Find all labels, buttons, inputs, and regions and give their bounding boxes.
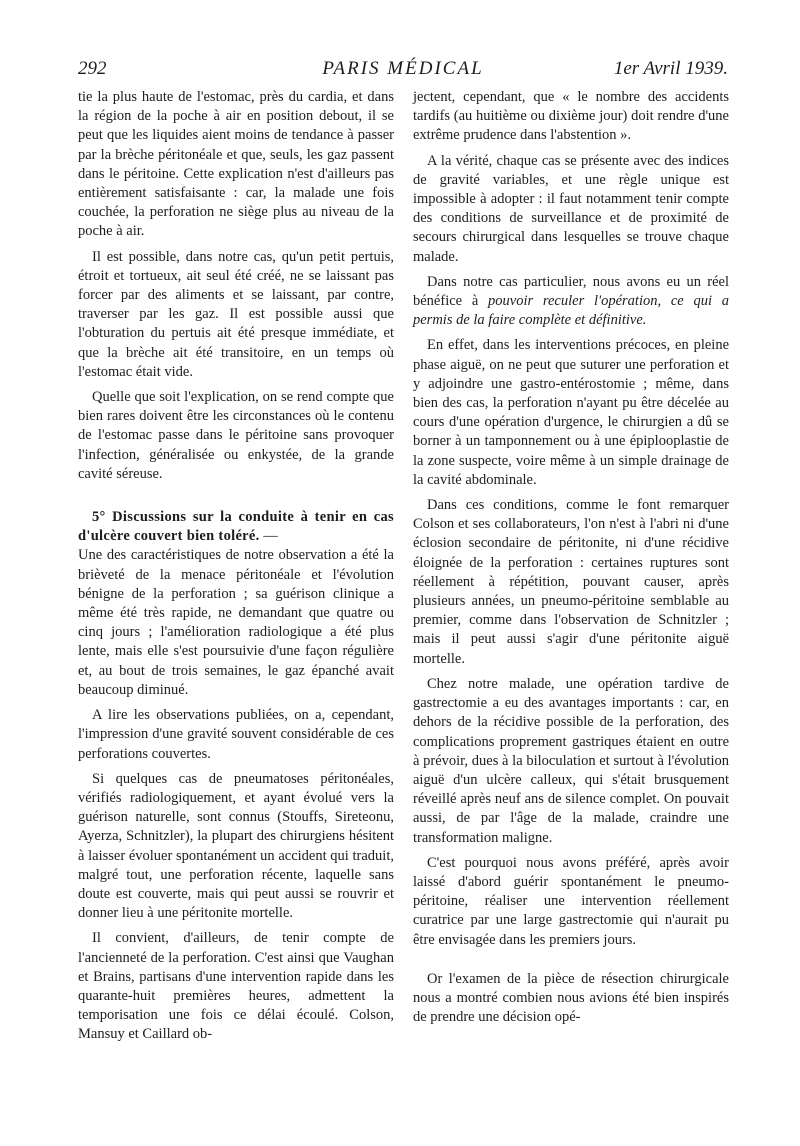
paragraph: tie la plus haute de l'estomac, près du cardia, et dans la région de la poche à air en position debout, il se peut que les liquides aient moins de tendance à passer par la brèche péritonéale et que, seuls, les gaz passent dans le péritoine. Cette explication n'est d'ailleurs pas entièrement satisfaisante : car, la malade une fois couchée, la perforation ne siège plus au niveau de la poche à air. [78, 89, 394, 240]
paragraph: Quelle que soit l'explication, on se rend compte que bien rares doivent être les circonstances où le contenu de l'estomac passe dans le péritoine sans provoquer l'infection, généralisée ou enkystée, de la grande cavité séreuse. [78, 389, 394, 482]
page-number: 292 [78, 58, 107, 79]
issue-date: 1er Avril 1939. [613, 58, 728, 79]
paragraph-text: Dans notre cas particulier, nous avons eu un réel bénéfice à [413, 273, 729, 310]
page-header [78, 58, 728, 88]
paragraph: Une des caractéristiques de notre observation a été la brièveté de la menace péritonéale et l'évolution bénigne de la perforation ; sa guérison clinique a même été très rapide, ne demandant que quatre ou cinq jours ; l'amélioration radiologique a été plus lente, mais elle s'est poursuivie d'une façon régulière et, au bout de trois semaines, le gaz épanché avait beaucoup diminué. [78, 547, 394, 698]
paragraph: jectent, cependant, que « le nombre des accidents tardifs (au huitième ou dixième jour) doit rendre d'une extrême prudence dans l'abstention ». [413, 89, 729, 144]
paragraph: Or l'examen de la pièce de résection chirurgicale nous a montré combien nous avions été bien inspirés de prendre une décision opé- [413, 970, 729, 1026]
section-heading-dash: — [259, 528, 278, 545]
paragraph: Il convient, d'ailleurs, de tenir compte de l'ancienneté de la perforation. C'est ainsi que Vaughan et Brains, partisans d'une intervention rapide dans les quarante-huit premières heures, admettent la temporisation une fois ce délai écoulé. Colson, Mansuy et Caillard ob- [78, 930, 394, 1043]
right-column [413, 88, 729, 1027]
paragraph [413, 273, 729, 331]
paragraph: Il est possible, dans notre cas, qu'un petit pertuis, étroit et tortueux, ait seul été créé, ne se laissant pas forcer par des aliments et se laissant, par contre, traverser par les gaz. Il est possible aussi que l'obturation du pertuis ait été presque immédiate, et que la brèche ait été transitoire, en un temps où l'estomac était vide. [78, 248, 394, 380]
section-heading-text: 5° Discussions sur la conduite à tenir en cas d'ulcère couvert bien toléré. [78, 509, 394, 545]
journal-title: PARIS MÉDICAL [322, 58, 484, 79]
section-heading [78, 508, 394, 546]
paragraph: Chez notre malade, une opération tardive de gastrectomie a eu des avantages importants : car, en dehors de la récidive possible de la perforation, des complications proprement gastriques étaient en outre à prévoir, dues à la biloculation et surtout à l'évolution aiguë d'un ulcère calleux, qui s'était brusquement réveillé après neuf ans de silence complet. On pouvait aussi, de par l'âge de la malade, craindre une transformation maligne. [413, 675, 729, 846]
left-column [78, 88, 394, 1045]
emphasized-text: pouvoir reculer l'opération, ce qui a permis de la faire complète et définitive. [413, 293, 729, 329]
paragraph: Si quelques cas de pneumatoses péritonéales, vérifiés radiologiquement, et ayant évolué vers la guérison naturelle, sont connus (Stouffs, Sireteonu, Ayerza, Schnitzler), la plupart des chirurgiens hésitent à laisser évoluer spontanément un accident qui traduit, malgré tout, une perforation récente, laquelle sans doute est couverte, mais qui peut aussi se rouvrir et donner lieu à une péritonite mortelle. [78, 770, 394, 922]
paragraph: Dans ces conditions, comme le font remarquer Colson et ses collaborateurs, l'on n'est à l'abri ni d'une éclosion secondaire de péritonite, ni d'une récidive éloignée de la perforation : certaines ruptures sont réellement à répétition, pouvant causer, après plusieurs années, un pneumo-péritoine semblable au premier, comme dans l'observation de Schnitzler ; mais il peut aussi s'agir d'une péritonite aiguë mortelle. [413, 497, 729, 667]
paragraph: A la vérité, chaque cas se présente avec des indices de gravité variables, et une règle unique est impossible à adopter : il faut notamment tenir compte des conditions de surveillance et de proximité de secours chirurgical dans lesquelles se trouve chaque malade. [413, 152, 729, 265]
paragraph: A lire les observations publiées, on a, cependant, l'impression d'une gravité souvent considérable de ces perforations couvertes. [78, 707, 394, 762]
paragraph: En effet, dans les interventions précoces, en pleine phase aiguë, on ne peut que suturer une perforation et y adjoindre une gastro-entérostomie ; même, dans bien des cas, la perforation n'ayant pu être décelée au cours d'une opération d'urgence, le chirurgien a dû se borner à un tamponnement ou à une épiplooplastie de la zone suspecte, voire même à un simple drainage de la cavité abdominale. [413, 337, 729, 488]
paragraph: C'est pourquoi nous avons préféré, après avoir laissé d'abord guérir spontanément le pneumo-péritoine, réaliser une intervention réellement curatrice par une large gastrectomie qui n'aurait pu être envisagée dans les premiers jours. [413, 854, 729, 948]
